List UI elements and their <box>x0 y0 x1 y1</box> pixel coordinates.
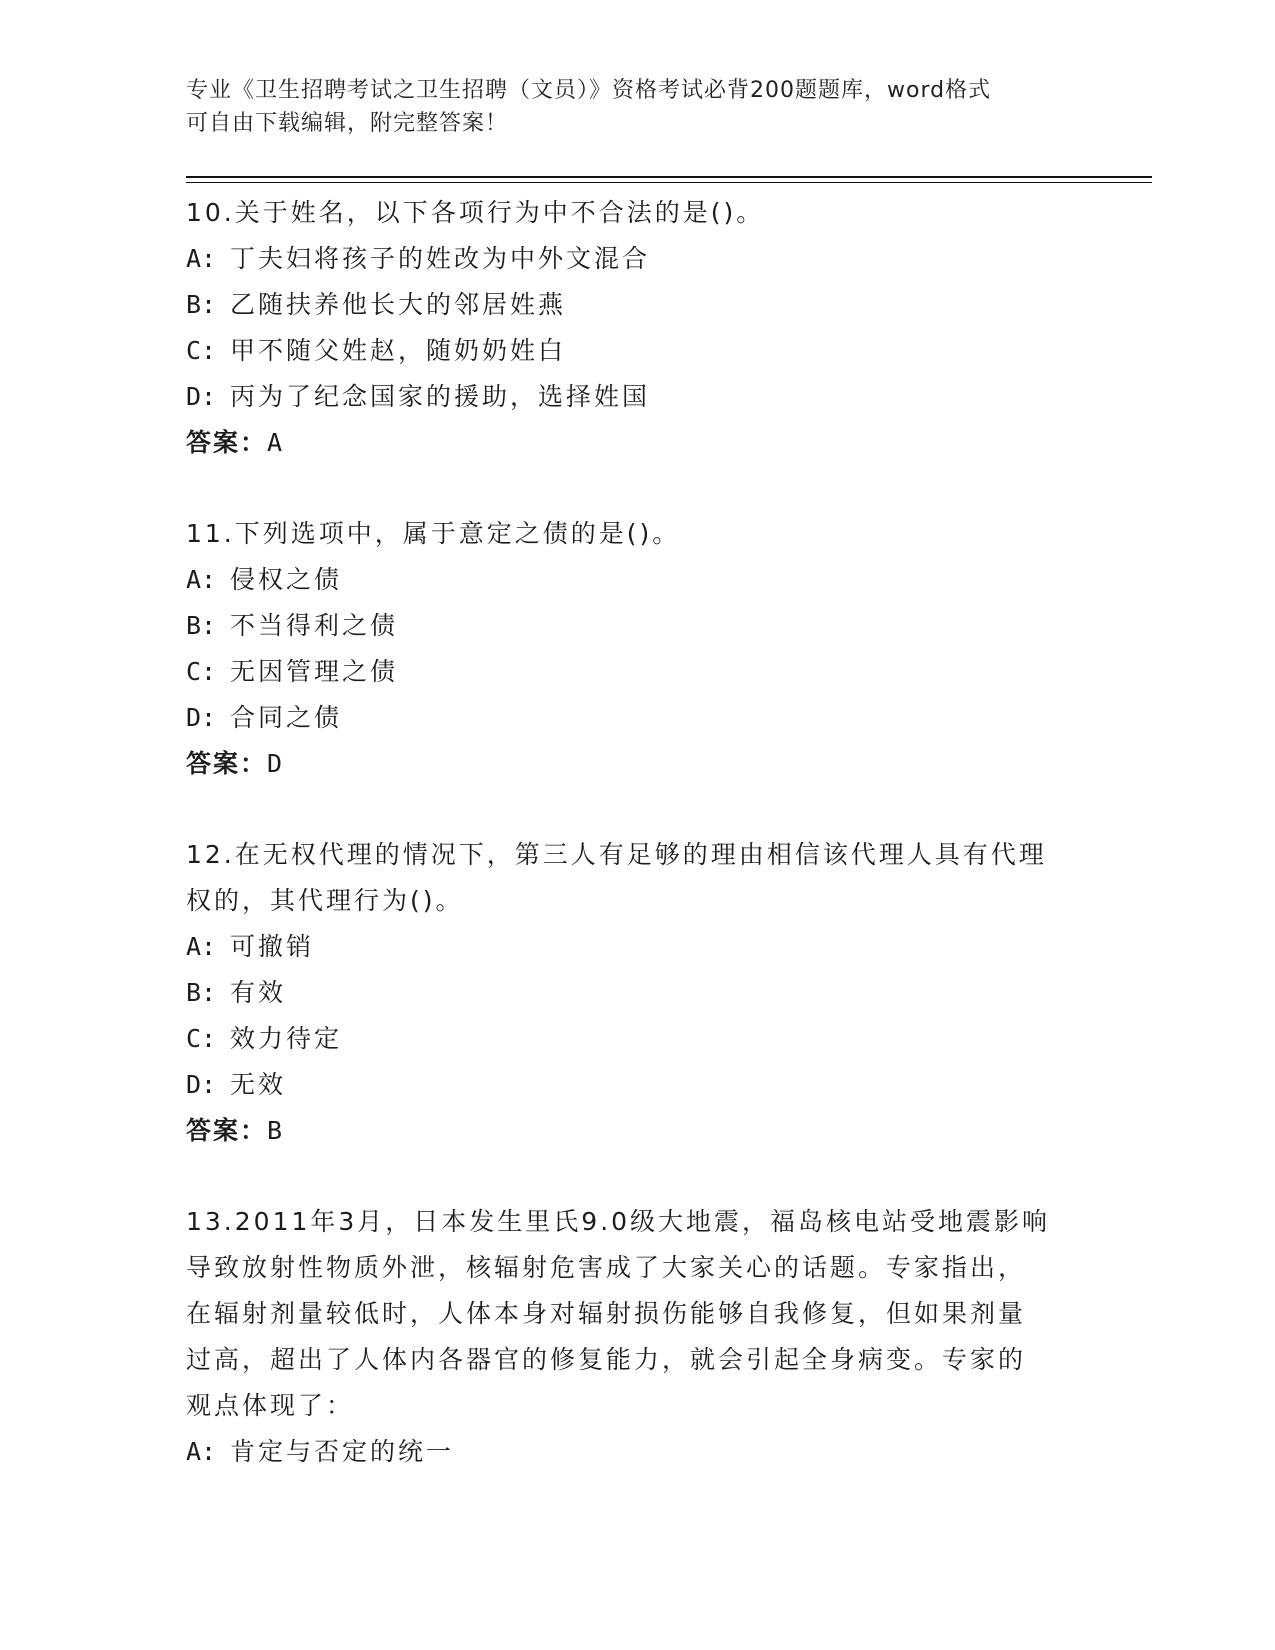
answer-label: 答案： <box>186 749 268 778</box>
question-10 <box>186 190 1086 466</box>
option-text: 不当得利之债 <box>230 611 399 640</box>
option-c <box>186 1016 1086 1062</box>
question-spacer <box>186 1154 1086 1199</box>
option-a <box>186 1429 1086 1475</box>
question-list <box>186 190 1086 1475</box>
question-stem-line-2: 导致放射性物质外泄，核辐射危害成了大家关心的话题。专家指出， <box>186 1253 1027 1282</box>
option-letter: B: <box>186 290 217 319</box>
option-letter: C: <box>186 657 217 686</box>
document-header <box>186 74 1086 140</box>
option-text: 合同之债 <box>230 703 343 732</box>
option-d <box>186 1062 1086 1108</box>
answer-value: B <box>267 1116 285 1145</box>
option-text: 有效 <box>230 978 287 1007</box>
question-13 <box>186 1199 1086 1475</box>
question-12 <box>186 832 1086 1154</box>
header-line-1: 专业《卫生招聘考试之卫生招聘（文员）》资格考试必背200题题库，word格式 <box>186 78 992 103</box>
question-spacer <box>186 787 1086 832</box>
option-letter: A: <box>186 244 217 273</box>
option-text: 无效 <box>230 1070 287 1099</box>
question-spacer <box>186 466 1086 511</box>
option-letter: A: <box>186 932 217 961</box>
option-a <box>186 236 1086 282</box>
option-a <box>186 924 1086 970</box>
option-letter: C: <box>186 1024 217 1053</box>
option-c <box>186 328 1086 374</box>
option-text: 效力待定 <box>230 1024 343 1053</box>
option-text: 甲不随父姓赵，随奶奶姓白 <box>230 336 567 365</box>
option-letter: B: <box>186 978 217 1007</box>
option-letter: D: <box>186 1070 217 1099</box>
option-letter: B: <box>186 611 217 640</box>
question-stem-line-2: 权的，其代理行为()。 <box>186 886 464 915</box>
header-divider-thin <box>186 182 1152 183</box>
option-text: 无因管理之债 <box>230 657 399 686</box>
option-text: 侵权之债 <box>230 565 343 594</box>
question-stem: 11.下列选项中，属于意定之债的是()。 <box>186 519 681 548</box>
question-stem-line-3: 在辐射剂量较低时，人体本身对辐射损伤能够自我修复，但如果剂量 <box>186 1299 1027 1328</box>
header-line-2: 可自由下载编辑，附完整答案！ <box>186 111 509 136</box>
answer-label: 答案： <box>186 1116 268 1145</box>
option-text: 肯定与否定的统一 <box>230 1437 455 1466</box>
question-stem-line-1: 13.2011年3月，日本发生里氏9.0级大地震，福岛核电站受地震影响 <box>186 1207 1051 1236</box>
answer-label: 答案： <box>186 428 268 457</box>
question-stem-line-4: 过高，超出了人体内各器官的修复能力，就会引起全身病变。专家的 <box>186 1345 1027 1374</box>
option-d <box>186 695 1086 741</box>
answer-line <box>186 420 1086 466</box>
option-text: 可撤销 <box>230 932 315 961</box>
option-b <box>186 603 1086 649</box>
answer-value: D <box>267 749 285 778</box>
header-divider-thick <box>186 176 1152 178</box>
option-a <box>186 557 1086 603</box>
option-letter: A: <box>186 1437 217 1466</box>
answer-line <box>186 1108 1086 1154</box>
question-11 <box>186 511 1086 787</box>
option-text: 丁夫妇将孩子的姓改为中外文混合 <box>230 244 651 273</box>
option-d <box>186 374 1086 420</box>
answer-value: A <box>267 428 285 457</box>
option-letter: D: <box>186 703 217 732</box>
option-text: 乙随扶养他长大的邻居姓燕 <box>230 290 567 319</box>
question-stem-line-1: 12.在无权代理的情况下，第三人有足够的理由相信该代理人具有代理 <box>186 840 1047 869</box>
option-b <box>186 970 1086 1016</box>
question-stem: 10.关于姓名，以下各项行为中不合法的是()。 <box>186 198 765 227</box>
option-b <box>186 282 1086 328</box>
option-letter: D: <box>186 382 217 411</box>
question-stem-line-5: 观点体现了： <box>186 1391 355 1420</box>
option-letter: A: <box>186 565 217 594</box>
answer-line <box>186 741 1086 787</box>
option-letter: C: <box>186 336 217 365</box>
option-text: 丙为了纪念国家的援助，选择姓国 <box>230 382 651 411</box>
option-c <box>186 649 1086 695</box>
